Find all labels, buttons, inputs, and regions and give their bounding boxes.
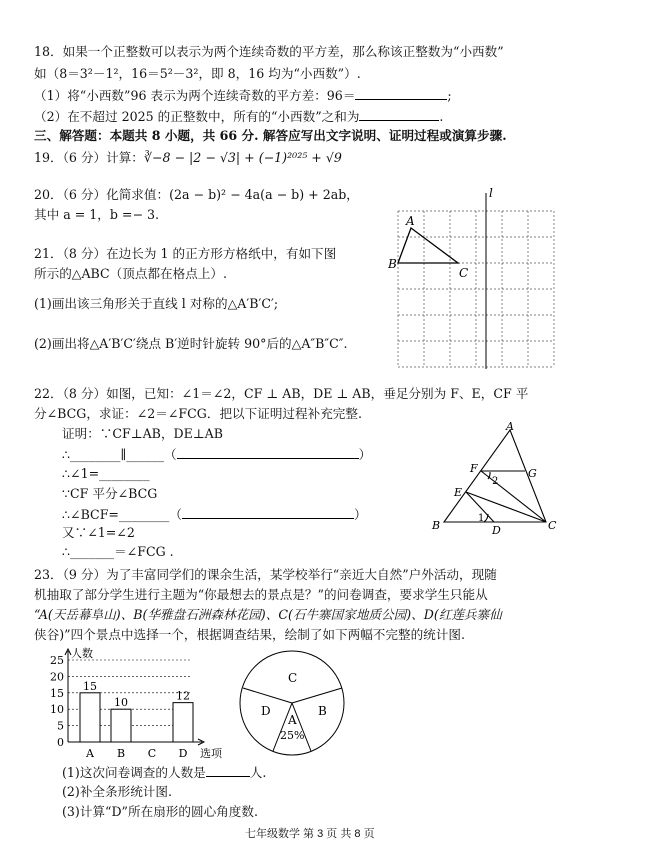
angle-2-label: 2 (492, 476, 499, 487)
q18-answer-blank-1[interactable] (355, 87, 447, 100)
section3-heading: 三、解答题：本题共 8 小题，共 66 分. 解答应写出文字说明、证明过程或演算步骤. (34, 128, 507, 143)
q21-sub2: (2)画出将△A′B′C′绕点 B′逆时针旋转 90°后的△A″B″C″. (34, 336, 348, 351)
pie-slice-a-label: A (288, 713, 297, 727)
q20-line2: 其中 a = 1，b =− 3. (34, 207, 160, 222)
angle-1-label: 1 (478, 513, 485, 524)
proof-close-paren-4: ） (353, 507, 367, 522)
proof-line-5: 又∵∠1=∠2 (62, 525, 135, 540)
q19-expression: ∛−8 − |2 − √3| + (−1)²⁰²⁵ + √9 (143, 150, 342, 165)
pt-b-label: B (432, 519, 441, 532)
q18-answer-blank-2[interactable] (359, 108, 439, 121)
q23-sub3: (3)计算“D”所在扇形的圆心角度数. (62, 804, 258, 819)
q19-label: 19．（6 分）计算： (34, 150, 144, 165)
proof-line-1-text: ∴________∥______（ (62, 447, 177, 462)
vertex-b-label: B (388, 257, 397, 271)
q18-sub2-end: . (439, 109, 444, 124)
q20-line1: 20．（6 分）化简求值：(2a − b)² − 4a(a − b) + 2ab， (34, 187, 359, 202)
q18-line2: 如（8＝3²－1²，16＝5²－3²，即 8，16 均为“小西数”）. (34, 66, 361, 81)
bar-data-label-b: 10 (114, 696, 128, 710)
proof-line-4 (62, 506, 367, 523)
page-footer: 七年级数学 第 3 页 共 8 页 (245, 828, 375, 840)
proof-line-3: ∵CF 平分∠BCG (62, 486, 158, 501)
pt-g-label: G (528, 467, 537, 480)
proof-reason-blank-1[interactable] (177, 446, 359, 459)
q18-sub1-end: ; (447, 88, 452, 103)
q23-line3: “A(天岳幕阜山)、B(华雅盘石洲森林花园)、C(石牛寨国家地质公园)、D(红莲兵寨仙 (34, 607, 502, 622)
q23-sub1-end: 人. (249, 765, 267, 780)
pie-divider-left (243, 688, 292, 703)
pie-divider-a-right (292, 703, 311, 751)
q18-sub1 (34, 87, 452, 104)
bar-xtick-label-c: C (147, 747, 157, 760)
bar-data-label-a: 15 (83, 679, 97, 693)
q23-sub1-text: (1)这次问卷调查的人数是 (62, 765, 206, 780)
proof-reason-blank-2[interactable] (182, 506, 354, 519)
q22-triangle-figure (428, 422, 568, 537)
bar-b (111, 709, 131, 742)
pie-chart (238, 648, 348, 758)
pt-d-label: D (492, 524, 501, 537)
triangle-abc (398, 228, 458, 263)
q23-sub1 (62, 764, 266, 781)
pt-f-label: F (470, 462, 478, 475)
bar-y-label: 人数 (71, 647, 93, 660)
line-l-label: l (489, 186, 493, 200)
q23-line1: 23．（9 分）为了丰富同学们的课余生活，某学校举行“亲近大自然”户外活动，现随 (34, 567, 497, 582)
pie-slice-c-label: C (288, 671, 298, 685)
q23-sub2: (2)补全条形统计图. (62, 784, 172, 799)
q23-line2: 机抽取了部分学生进行主题为“你最想去的景点是？”的问卷调查，要求学生只能从 (34, 587, 488, 602)
q18-sub2 (34, 108, 443, 125)
q18-sub1-text: （1）将“小西数”96 表示为两个连续奇数的平方差：96＝ (34, 88, 356, 103)
pt-c-label: C (548, 519, 557, 532)
q18-line1: 18．如果一个正整数可以表示为两个连续奇数的平方差，那么称该正整数为“小西数” (34, 44, 504, 59)
bar-ytick-label: 5 (57, 719, 64, 733)
pie-divider-right (292, 688, 342, 703)
bar-ytick-label: 15 (50, 686, 64, 700)
proof-open-paren-4: （ (169, 507, 182, 522)
q23-answer-blank[interactable] (206, 764, 250, 777)
pie-slice-d-label: D (261, 704, 271, 718)
proof-line-0: 证明：∵CF⊥AB，DE⊥AB (62, 426, 224, 441)
bar-ytick-label: 10 (50, 703, 64, 717)
proof-line-2: ∴∠1=________ (62, 466, 150, 481)
pie-slice-a-percent: 25% (280, 729, 305, 742)
bar-chart (40, 645, 230, 760)
bar-a (80, 693, 100, 742)
bar-xtick-label-b: B (116, 747, 126, 760)
bar-xtick-label-a: A (86, 747, 94, 760)
proof-line-6: ∴_______＝∠FCG . (62, 544, 174, 559)
vertex-c-label: C (459, 266, 469, 280)
q18-sub2-text: （2）在不超过 2025 的正整数中，所有的“小西数”之和为 (34, 109, 360, 124)
bar-data-label-d: 12 (176, 689, 190, 703)
vertex-a-label: A (406, 214, 415, 228)
proof-line-1 (62, 446, 371, 463)
q21-grid-figure (388, 185, 558, 370)
bar-ytick-label: 20 (50, 670, 64, 684)
pie-slice-b-label: B (318, 704, 327, 718)
bar-d (173, 703, 193, 742)
q21-line1: 21．（8 分）在边长为 1 的正方形方格纸中，有如下图 (34, 246, 337, 261)
pt-a-label: A (506, 422, 514, 433)
angle-1-arc (484, 514, 488, 522)
q21-line2: 所示的△ABC（顶点都在格点上）. (34, 266, 228, 281)
q22-line1: 22．（8 分）如图，已知：∠1＝∠2，CF ⊥ AB，DE ⊥ AB，垂足分别为 F、E，CF 平 (34, 386, 529, 401)
bar-ytick-label: 0 (57, 736, 64, 749)
q23-line4: 侠谷)”四个景点中选择一个，根据调查结果，绘制了如下两幅不完整的统计图. (34, 627, 465, 642)
q22-line2: 分∠BCG，求证：∠2＝∠FCG．把以下证明过程补充完整. (34, 406, 362, 421)
q21-sub1: (1)画出该三角形关于直线 l 对称的△A′B′C′; (34, 296, 279, 311)
bar-xtick-label-d: D (178, 747, 188, 760)
q19 (34, 150, 342, 166)
grid-lines (398, 211, 554, 367)
pie-divider-a-left (273, 703, 292, 751)
proof-close-paren-1: ） (358, 447, 372, 462)
bar-ytick-label: 25 (50, 654, 64, 667)
pt-e-label: E (454, 486, 463, 499)
bar-x-label: 选项 (200, 747, 222, 760)
proof-line-4-text: ∴∠BCF=________ (62, 507, 170, 522)
